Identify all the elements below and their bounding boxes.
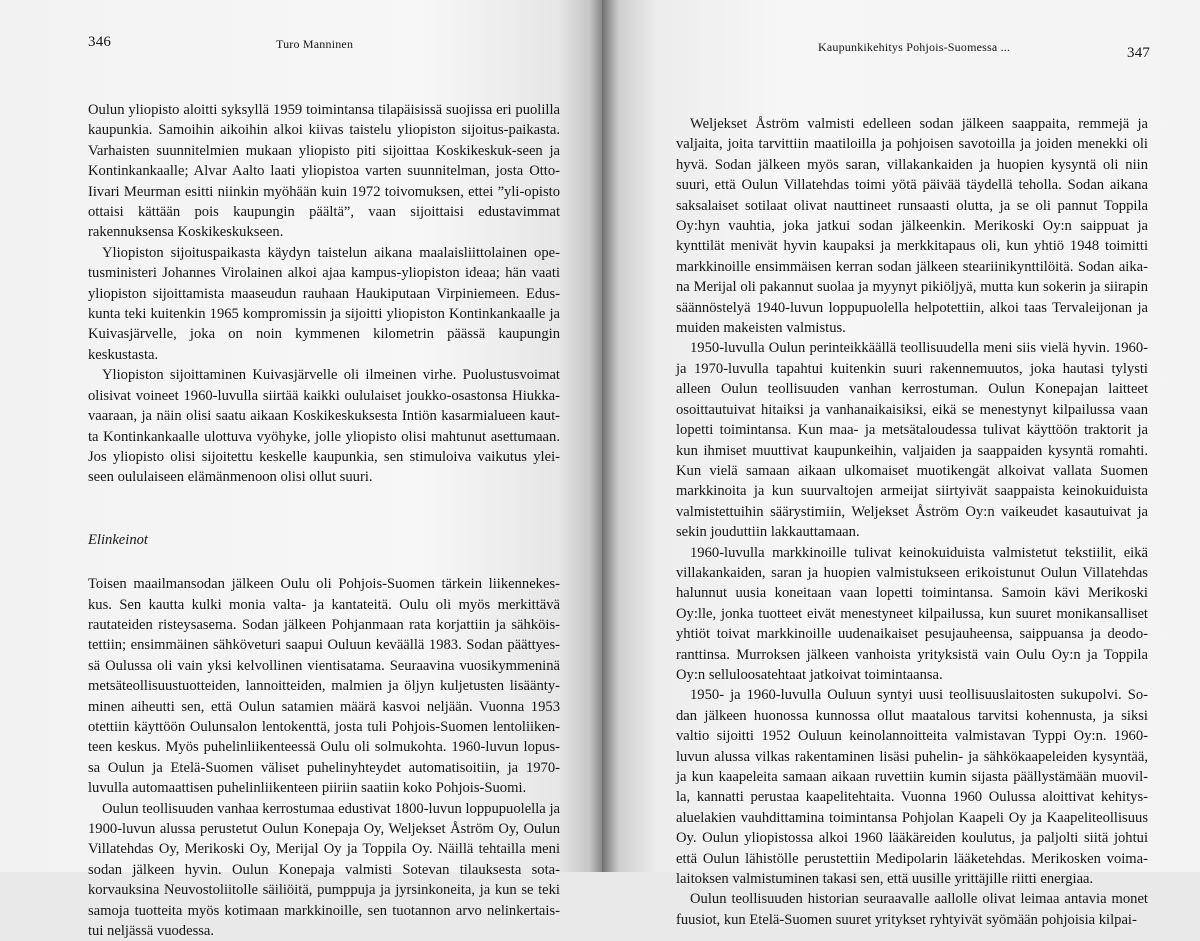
paragraph: Weljekset Åström valmisti edelleen sodan jälkeen saappaita, remmejä ja valjaita, joita tarvittiin maatiloilla ja pohjoisen savotoilla ja joiden menekki oli hyvä. Sodan jälkeen myös saran, villakankaiden ja huopien kysyntä oli niin suuri, että Oulun Villatehdas toimi yötä päivää täydellä teholla. Sodan aikana saksalaiset sotilaat olivat nauttineet runsaasti olutta, ja se oli pannut Toppila Oy:hyn vauhtia, joka jatkui sodan jälkeenkin. Merikoski Oy:n saippuat ja kynttilät menivät hyvin kaupaksi ja merkkitapaus oli, kun yhtiö 1948 toimitti markkinoille ensimmäisen kerran sodan jälkeen steariinikynttilöitä. Sodan aika-na Merijal oli pakannut suolaa ja myynyt pikiöljyä, mutta kun sokerin ja siirapin säännöstelyä 1940-luvun loppupuolella helpotettiin, alkoi taas Tervaleijonan ja muiden makeisten valmistus. — [676, 116, 1148, 337]
paragraph: Oulun teollisuuden vanhaa kerrostumaa edustivat 1800-luvun loppupuolella ja 1900-luvun alussa perustetut Oulun Konepaja Oy, Weljekset Åström Oy, Oulun Villatehdas Oy, Merikoski Oy, Merijal Oy ja Toppila Oy. Näillä tehtailla meni sodan jälkeen hyvin. Oulun Konepaja valmisti Sotevan tilauksesta sota-korvauksina Neuvostoliitolle säiliöitä, pumppuja ja jyrsinkoneita, ja kun se teki samoja tuotteita myös kotimaan markkinoille, sen tuotannon arvo nelinkertais-tui neljässä vuodessa. — [88, 800, 560, 940]
paragraph: Toisen maailmansodan jälkeen Oulu oli Pohjois-Suomen tärkein liikennekes-kus. Sen kautta kulki monia valta- ja kantateitä. Oulu oli myös merkittävä rautateiden risteysasema. Sodan jälkeen Pohjanmaan rata korjattiin ja sähköis-tettiin; ensimmäinen sähköveturi saapui Ouluun keväällä 1983. Sodan päättyes-sä Oulussa oli vain yksi kelvollinen vientisatama. Seuraavina vuosikymmeninä metsäteollisuustuotteiden, lannoitteiden, malmien ja öljyn kuljetusten lisäänty-minen aiheutti sen, että Oulun satamien määrä kasvoi neljään. Vuonna 1953 otettiin käyttöön Oulunsalon lentokenttä, josta tuli Pohjois-Suomen lentoliiken-teen keskus. Myös puhelinliikenteessä Oulu oli solmukohta. 1960-luvun lopus-sa Oulun ja Etelä-Suomen väliset puhelinyhteydet automatisoitiin, ja 1970-luvulla automaattisen puhelinliikenteen piiriin saatiin koko Pohjois-Suomi. — [88, 576, 560, 797]
heading-spacer — [88, 550, 560, 574]
section-heading: Elinkeinot — [88, 531, 148, 548]
paragraph: 1950- ja 1960-luvulla Ouluun syntyi uusi teollisuuslaitosten sukupolvi. So-dan jälkeen huonossa kunnossa ollut maatalous tarvitsi kohennusta, ja siksi valtio sijoitti 1952 Ouluun keinolannoitteita valmistavan Typpi Oy:n. 1960-luvun alussa vilkas rakentaminen lisäsi puhelin- ja sähkökaapeleiden kysyntää, ja kun kaapeleita samaan aikaan ruvettiin kumin sijasta päällystämään muovil-la, kannatti perustaa kaapelitehtaita. Vuonna 1960 Oulussa aloittivat kehitys-aluelakien vauhdittamina toimintansa Pohjolan Kaapeli Oy ja Kaapeliteollisuus Oy. Oulun yliopistossa alkoi 1960 lääkäreiden koulutus, ja paljolti siitä johtui että Oulun lähistölle perustettiin Medipolarin lääketehdas. Merikosken voima-laitoksen valmistuminen takasi sen, että uusille yrittäjille riitti energiaa. — [676, 687, 1148, 888]
paragraph: Yliopiston sijoittaminen Kuivasjärvelle oli ilmeinen virhe. Puolustusvoimat olisivat voineet 1960-luvulla siirtää kaikki oululaiset joukko-osastonsa Hiukka-vaaraan, ja näin olisi saatu aikaan Koskikeskuksesta Intiön kasarmialueen kaut-ta Kontinkankaalle ulottuva vyöhyke, jolle yliopisto olisi mahtunut asettumaan. Jos yliopisto olisi sijoitettu keskelle kaupunkia, sen stimuloiva vaikutus ylei-seen oululaiseen elämänmenoon olisi ollut suuri. — [88, 367, 560, 486]
right-page-number: 347 — [1127, 45, 1151, 61]
left-text-block — [88, 100, 560, 941]
paragraph: Yliopiston sijoituspaikasta käydyn taistelun aikana maalaisliittolainen ope-tusministeri Johannes Virolainen alkoi ajaa kampus-yliopiston ideaa; hän vaati yliopiston sijoittamista maaseudun rauhaan Haukiputaan Virpiniemeen. Edus-kunta teki kuitenkin 1965 kompromissin ja sijoitti yliopiston Kontinkankaalle ja Kuivasjärvelle, joka on noin kymmenen kilometrin päässä kaupungin keskustasta. — [88, 244, 560, 363]
paragraph: 1960-luvulla markkinoille tulivat keinokuiduista valmistetut tekstiilit, eikä villakankaiden, saran ja huopien valmistukseen erikoistunut Oulun Villatehdas halunnut uusia koneitaan vaan lopetti toimintansa. Samoin kävi Merikoski Oy:lle, jonka tuotteet eivät menestyneet kilpailussa, kun suuret monikansalliset yhtiöt toivat markkinoille uudenaikaiset pesujauheensa, saippuansa ja deodo-ranttinsa. Murroksen jälkeen vanhoista yrityksistä vain Oulu Oy:n ja Toppila Oy:n selluloosatehtaat jatkoivat toimintaansa. — [676, 544, 1148, 683]
paragraph: Oulun teollisuuden historian seuraavalle aallolle olivat leimaa antavia monet fuusiot, kun Etelä-Suomen suuret yritykset ryhtyivät syömään pohjoisia kilpai- — [676, 891, 1148, 928]
left-page-number: 346 — [88, 34, 112, 50]
right-text-block — [676, 114, 1148, 930]
section-spacer — [88, 488, 560, 530]
right-running-header: Kaupunkikehitys Pohjois-Suomessa ... — [818, 40, 1011, 54]
left-running-header: Turo Manninen — [276, 37, 354, 51]
paragraph: Oulun yliopisto aloitti syksyllä 1959 toimintansa tilapäisissä suojissa eri puolilla kaupunkia. Samoihin aikoihin alkoi kiivas taistelu yliopiston sijoitus-paikasta. Varhaisten suunnitelmien mukaan yliopisto piti sijoittaa Koskikeskuk-seen ja Kontinkankaalle; Alvar Aalto laati yliopistoa varten suunnitelman, josta Otto-Iivari Meurman esitti niinkin myöhään kuin 1972 toivomuksen, ettei ”yli-opisto ottaisi kättään pois kaupungin päältä”, vaan sijoittaisi edustavimmat rakennuksensa Koskikeskukseen. — [88, 102, 560, 241]
paragraph: 1950-luvulla Oulun perinteikkäällä teollisuudella meni siis vielä hyvin. 1960- ja 1970-luvulla tapahtui kuitenkin suuri rakennemuutos, joka hautasi tylysti alleen Oulun teollisuuden vanhan kerrostuman. Oulun Konepajan laitteet osoittautuivat hitaiksi ja vanhanaikaisiksi, eikä se menestynyt kilpailussa vaan lopetti toimintansa. Kun maa- ja metsätaloudessa tulivat käyttöön traktorit ja kun ihmiset muuttivat kaupunkeihin, valjaiden ja saappaiden kysyntä romahti. Kun vielä samaan aikaan ulkomaiset muotikengät alkoivat vallata Suomen markkinoita ja kun suurvaltojen armeijat siirtyivät saappaista keinokuiduista valmistettuihin säärystimiin, Weljekset Åström Oy:n vaikeudet kasautuivat ja sekin jouduttiin lakkauttamaan. — [676, 340, 1148, 541]
